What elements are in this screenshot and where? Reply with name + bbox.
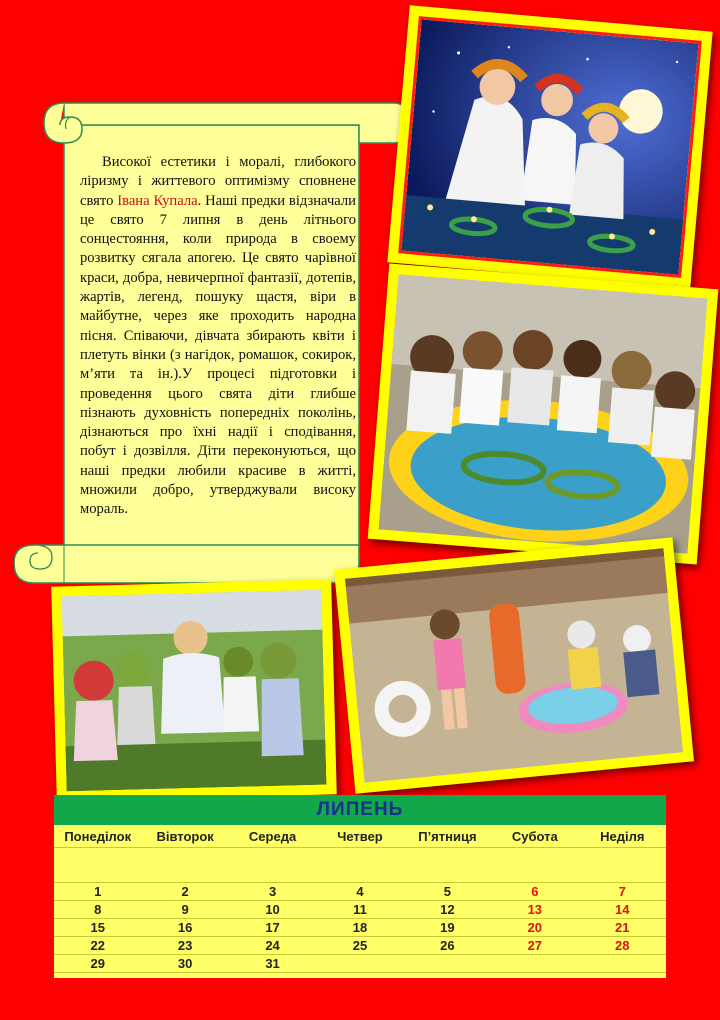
- calendar-day: 3: [229, 883, 316, 901]
- calendar-day: 25: [316, 937, 403, 955]
- calendar-day: 26: [404, 937, 491, 955]
- calendar-week-row: [54, 955, 666, 973]
- calendar-day: 5: [404, 883, 491, 901]
- calendar-day: 31: [229, 955, 316, 973]
- article-part-2: . Наші предки відзначали це свято 7 липня в день літнього сонцестояння, коли природа в своему розвитку сягала апогею. Це свято чарівної краси, добра, невичерпної фантазії, дотепів, жартів, легенд, пошуку щастя, віри в майбутне, через яке проходить народна пісня. Співаючи, дівчата збирають квіти і плетуть вінки (з нагідок, ромашок, сокирок, м’яти та ін.).У процесі підготовки і проведення цього свята діти глибше пізнають духовність попередніх поколінь, дізнаються про їхні надії і сподівання, побут і дозвілля. Діти переконуються, що наші предки любили красиве в житті, множили добро, утверджували високу мораль.: [80, 192, 356, 518]
- photo-kids-playing: [334, 537, 694, 794]
- calendar-day: [316, 955, 403, 973]
- calendar-week-row: [54, 901, 666, 919]
- calendar-day: 9: [141, 901, 228, 919]
- calendar-day: 4: [316, 883, 403, 901]
- calendar-day: 27: [491, 937, 578, 955]
- article-part-1: Високої естетики і моралі, глибокого ліризму і життевого оптимізму сповнене свято: [80, 154, 356, 209]
- calendar-day: 1: [54, 883, 141, 901]
- painting-illustration: [401, 19, 698, 274]
- weekday-header: Понеділок: [54, 825, 141, 848]
- calendar-day: 11: [316, 901, 403, 919]
- calendar-day: [491, 955, 578, 973]
- calendar-week-row: [54, 919, 666, 937]
- calendar-day: 8: [54, 901, 141, 919]
- calendar-day: 10: [229, 901, 316, 919]
- calendar-day: 15: [54, 919, 141, 937]
- calendar-day: 6: [491, 883, 578, 901]
- photo-teacher-wreaths: [51, 579, 337, 801]
- calendar-week-row: [54, 883, 666, 901]
- calendar-day: 13: [491, 901, 578, 919]
- article-text: [80, 153, 356, 520]
- calendar-day: 2: [141, 883, 228, 901]
- weekday-header: Середа: [229, 825, 316, 848]
- text-scroll: [14, 95, 409, 600]
- weekday-header: Вівторок: [141, 825, 228, 848]
- calendar-day: 7: [579, 883, 666, 901]
- calendar-day: [404, 955, 491, 973]
- calendar-day: 30: [141, 955, 228, 973]
- kids-playing-illustration: [345, 548, 683, 783]
- calendar-week-row: [54, 937, 666, 955]
- weekday-header: Неділя: [579, 825, 666, 848]
- children-pool-illustration: [378, 274, 707, 554]
- article-highlight: Івана Купала: [117, 192, 198, 209]
- weekday-header: П’ятниця: [404, 825, 491, 848]
- calendar-table: [54, 825, 666, 973]
- calendar-day: 29: [54, 955, 141, 973]
- weekday-header: Четвер: [316, 825, 403, 848]
- calendar-day: 14: [579, 901, 666, 919]
- teacher-kids-illustration: [61, 590, 326, 792]
- calendar-month-title: ЛИПЕНЬ: [54, 795, 666, 825]
- calendar-day: 21: [579, 919, 666, 937]
- calendar-july: [54, 795, 666, 978]
- calendar-day: 28: [579, 937, 666, 955]
- calendar-blank-row: [54, 848, 666, 883]
- calendar-day: [579, 955, 666, 973]
- calendar-day: 12: [404, 901, 491, 919]
- calendar-day: 16: [141, 919, 228, 937]
- calendar-day: 20: [491, 919, 578, 937]
- calendar-day: 18: [316, 919, 403, 937]
- calendar-day: 23: [141, 937, 228, 955]
- calendar-day: 17: [229, 919, 316, 937]
- photo-children-pool: [368, 263, 719, 564]
- calendar-day: 19: [404, 919, 491, 937]
- calendar-day: 24: [229, 937, 316, 955]
- calendar-day: 22: [54, 937, 141, 955]
- weekday-header: Субота: [491, 825, 578, 848]
- photo-kupala-painting: [387, 5, 712, 289]
